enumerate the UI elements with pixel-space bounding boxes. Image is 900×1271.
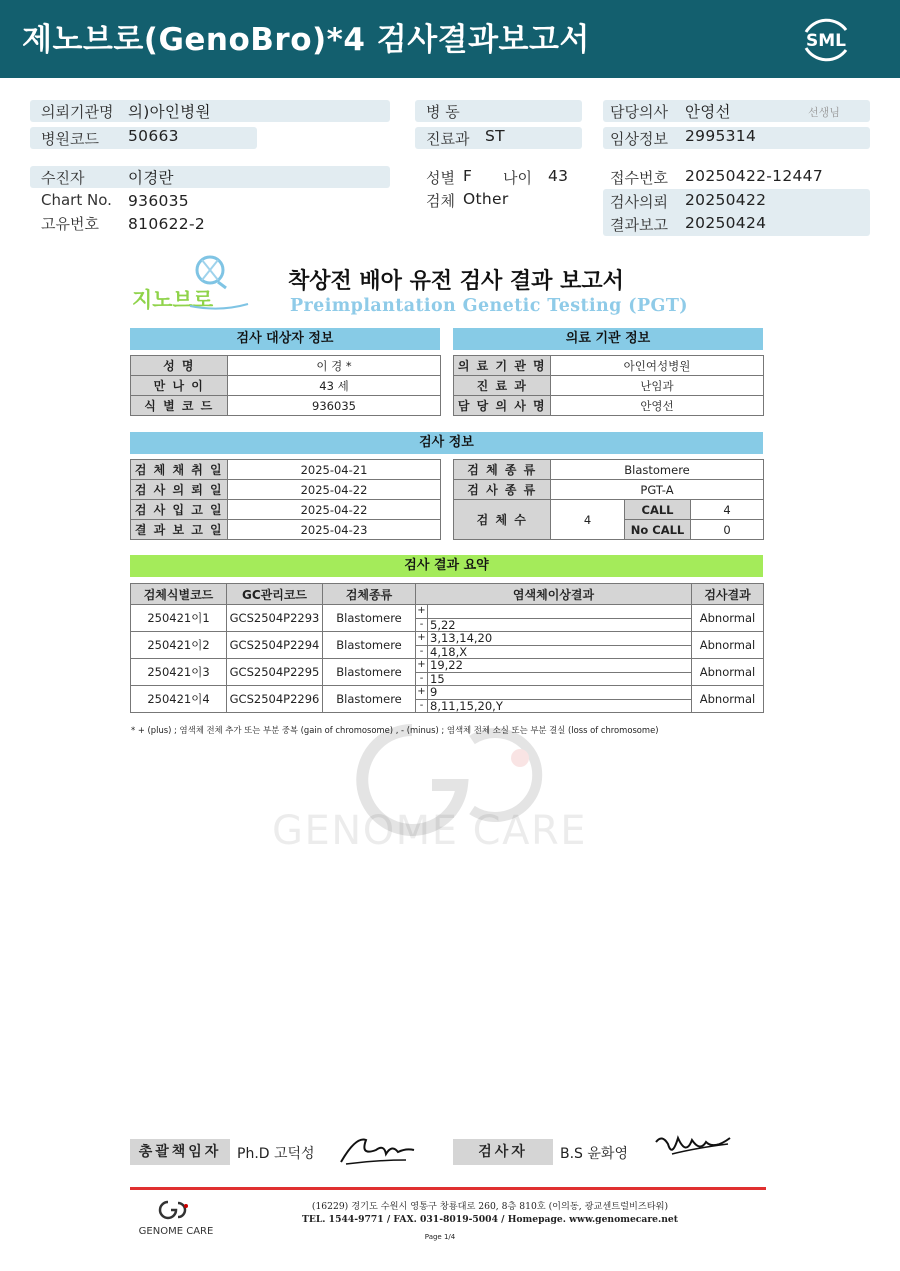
gain-chromosomes: 9 (428, 686, 692, 700)
doctor-honorific: 선생님 (808, 106, 840, 119)
subject-value: 이 경 * (228, 356, 441, 376)
specimen-type-cell: Blastomere (323, 659, 416, 686)
hospital-code-label: 병원코드 (41, 130, 99, 148)
loss-chromosomes: 4,18,X (428, 645, 692, 659)
test-row (454, 500, 764, 520)
chart-label: Chart No. (41, 191, 112, 209)
col-header: 검사결과 (692, 584, 764, 605)
specimen-type-cell: Blastomere (323, 686, 416, 713)
specimen-type-value: Blastomere (551, 460, 764, 480)
inst-value: 난임과 (551, 376, 764, 396)
plus-sign: + (417, 632, 426, 644)
subject-value: 43 세 (228, 376, 441, 396)
age-label: 나이 (503, 169, 532, 187)
test-row (454, 480, 764, 500)
test-dates-table (130, 459, 441, 540)
test-value: 2025-04-22 (228, 480, 441, 500)
subject-section-header: 검사 대상자 정보 (130, 328, 440, 350)
id-value: 810622-2 (128, 215, 206, 233)
nocall-key: No CALL (625, 520, 691, 540)
count-value: 4 (551, 500, 625, 540)
report-title: 착상전 배아 유전 검사 결과 보고서 (288, 269, 624, 294)
specimen-value: Other (463, 190, 509, 208)
nocall-value: 0 (691, 520, 764, 540)
test-value: 2025-04-23 (228, 520, 441, 540)
director-label: 총괄책임자 (130, 1139, 230, 1165)
page-number: Page 1/4 (424, 1233, 456, 1241)
test-key: 결 과 보 고 일 (131, 520, 228, 540)
specimen-code-cell: 250421이1 (131, 605, 227, 632)
hospital-value: 의)아인병원 (128, 103, 211, 121)
plus-sign: + (417, 686, 426, 698)
test-specimen-table (453, 459, 764, 540)
genobro-logo-text: 지노브로 (132, 288, 214, 312)
summary-table (130, 583, 764, 713)
institution-section-header: 의료 기관 정보 (453, 328, 763, 350)
report-header (0, 0, 900, 78)
test-row (131, 480, 441, 500)
table-row (131, 686, 764, 700)
clinical-label: 임상정보 (610, 130, 668, 148)
name-label: 수진자 (41, 169, 85, 187)
subject-row (131, 396, 441, 416)
contact-line: TEL. 1544-9771 / FAX. 031-8019-5004 / Homepage. www.genomecare.net (301, 1214, 678, 1225)
specimen-type-key: 검 체 종 류 (454, 460, 551, 480)
test-key: 검 체 채 취 일 (131, 460, 228, 480)
report-date-label: 결과보고 (610, 216, 668, 234)
col-header: GC관리코드 (227, 584, 323, 605)
doctor-value: 안영선 (685, 103, 731, 121)
hospital-label: 의뢰기관명 (41, 103, 114, 121)
result-cell: Abnormal (692, 605, 764, 632)
inst-value: 아인여성병원 (551, 356, 764, 376)
test-row (131, 520, 441, 540)
inst-row (454, 356, 764, 376)
minus-sign: - (416, 645, 428, 659)
sex-label: 성별 (426, 169, 455, 187)
report-subtitle: Preimplantation Genetic Testing (PGT) (290, 296, 688, 316)
gc-code-cell: GCS2504P2295 (227, 659, 323, 686)
test-key: 검 사 의 뢰 일 (131, 480, 228, 500)
specimen-code-cell: 250421이4 (131, 686, 227, 713)
sex-value: F (463, 167, 473, 185)
age-value: 43 (548, 167, 569, 185)
summary-section-header: 검사 결과 요약 (130, 555, 763, 577)
call-key: CALL (625, 500, 691, 520)
summary-header-row (131, 584, 764, 605)
call-value: 4 (691, 500, 764, 520)
test-value: 2025-04-22 (228, 500, 441, 520)
test-type-key: 검 사 종 류 (454, 480, 551, 500)
institution-table (453, 355, 764, 416)
page-title: 제노브로(GenoBro)*4 검사결과보고서 (22, 22, 590, 58)
subject-table (130, 355, 441, 416)
subject-key: 식 별 코 드 (131, 396, 228, 416)
hospital-code-value: 50663 (128, 127, 179, 145)
gc-code-cell: GCS2504P2294 (227, 632, 323, 659)
id-label: 고유번호 (41, 215, 99, 233)
subject-row (131, 356, 441, 376)
footer-address (250, 1200, 730, 1226)
test-row (454, 460, 764, 480)
ward-label: 병 동 (426, 103, 460, 121)
minus-sign: - (416, 618, 428, 632)
col-header: 검체식별코드 (131, 584, 227, 605)
request-value: 20250422 (685, 191, 767, 209)
loss-chromosomes: 15 (428, 672, 692, 686)
specimen-code-cell: 250421이3 (131, 659, 227, 686)
minus-sign: - (416, 672, 428, 686)
sml-logo (796, 12, 856, 66)
test-row (131, 460, 441, 480)
watermark-text: GENOME CARE (272, 808, 588, 854)
director-name: Ph.D 고덕성 (237, 1146, 315, 1162)
test-value: 2025-04-21 (228, 460, 441, 480)
test-section-header: 검사 정보 (130, 432, 763, 454)
inst-row (454, 376, 764, 396)
specimen-type-cell: Blastomere (323, 605, 416, 632)
inst-row (454, 396, 764, 416)
specimen-code-cell: 250421이2 (131, 632, 227, 659)
sml-logo-text: SML (806, 31, 846, 51)
report-date-value: 20250424 (685, 214, 767, 232)
specimen-label: 검체 (426, 192, 455, 210)
plus-sign: + (417, 605, 426, 617)
receipt-label: 접수번호 (610, 169, 668, 187)
request-label: 검사의뢰 (610, 193, 668, 211)
subject-value: 936035 (228, 396, 441, 416)
inst-key: 담 당 의 사 명 (454, 396, 551, 416)
footer-divider (130, 1187, 766, 1190)
test-type-value: PGT-A (551, 480, 764, 500)
subject-row (131, 376, 441, 396)
doctor-label: 담당의사 (610, 103, 668, 121)
loss-chromosomes: 8,11,15,20,Y (428, 699, 692, 713)
genobro-logo (130, 254, 250, 316)
result-cell: Abnormal (692, 632, 764, 659)
inst-key: 의 료 기 관 명 (454, 356, 551, 376)
tester-signature-icon (652, 1130, 734, 1166)
legend-note: * + (plus) ; 염색체 전체 추가 또는 부분 중복 (gain of chromosome) , - (minus) ; 염색체 전체 소실 또는 부분 결실 (loss of chromosome) (131, 725, 659, 735)
count-key: 검 체 수 (454, 500, 551, 540)
inst-key: 진 료 과 (454, 376, 551, 396)
clinical-value: 2995314 (685, 127, 757, 145)
test-key: 검 사 입 고 일 (131, 500, 228, 520)
result-cell: Abnormal (692, 659, 764, 686)
loss-chromosomes: 5,22 (428, 618, 692, 632)
tester-name: B.S 윤화영 (560, 1146, 628, 1162)
test-row (131, 500, 441, 520)
genome-care-logo (128, 1198, 224, 1240)
dept-label: 진료과 (426, 130, 470, 148)
table-row (131, 632, 764, 646)
gain-chromosomes: 3,13,14,20 (428, 632, 692, 646)
specimen-type-cell: Blastomere (323, 632, 416, 659)
plus-sign: + (417, 659, 426, 671)
gain-chromosomes (428, 605, 692, 619)
subject-key: 만 나 이 (131, 376, 228, 396)
minus-sign: - (416, 699, 428, 713)
name-value: 이경란 (128, 169, 174, 187)
table-row (131, 605, 764, 619)
subject-key: 성 명 (131, 356, 228, 376)
tester-label: 검사자 (453, 1139, 553, 1165)
receipt-value: 20250422-12447 (685, 167, 823, 185)
gc-code-cell: GCS2504P2293 (227, 605, 323, 632)
table-row (131, 659, 764, 673)
director-signature-icon (336, 1130, 418, 1170)
dept-value: ST (485, 127, 505, 145)
genome-care-logo-text: GENOME CARE (138, 1226, 214, 1237)
gc-code-cell: GCS2504P2296 (227, 686, 323, 713)
gain-chromosomes: 19,22 (428, 659, 692, 673)
chart-value: 936035 (128, 192, 189, 210)
address-line: (16229) 경기도 수원시 영통구 창룡대로 260, 8층 810호 (이의동, 광교센트럴비즈타워) (311, 1201, 669, 1212)
col-header: 염색체이상결과 (416, 584, 692, 605)
col-header: 검체종류 (323, 584, 416, 605)
inst-value: 안영선 (551, 396, 764, 416)
result-cell: Abnormal (692, 686, 764, 713)
